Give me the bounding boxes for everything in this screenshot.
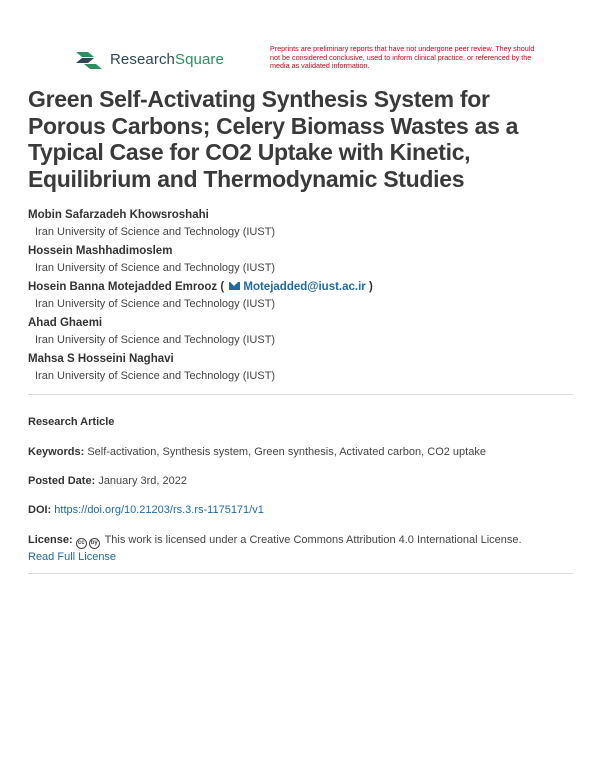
creative-commons-icon: cc (76, 538, 87, 549)
header (0, 0, 600, 80)
author-name: Mahsa S Hosseini Naghavi (28, 353, 174, 365)
license-label: License: (28, 534, 73, 546)
posted-date-label: Posted Date: (28, 475, 96, 487)
logo-text: ResearchSquare (110, 50, 224, 68)
author-name: Hossein Mashhadimoslem (28, 245, 173, 257)
keywords-label: Keywords: (28, 446, 85, 458)
author-entry (28, 315, 573, 349)
paper-title: Green Self-Activating Synthesis System for Porous Carbons; Celery Biomass Wastes as a Typical Case for CO2 Uptake with Kinetic, Equilibrium and Thermodynamic Studies (28, 86, 519, 192)
author-name: Hosein Banna Motejadded Emrooz (28, 281, 218, 293)
research-square-logo-icon (74, 48, 104, 70)
author-affiliation: Iran University of Science and Technology (IUST) (35, 226, 276, 238)
author-entry (28, 279, 573, 313)
author-entry (28, 351, 573, 385)
license-block (28, 532, 573, 565)
license-text: This work is licensed under a Creative Commons Attribution 4.0 International License. (104, 534, 522, 546)
doi-link[interactable]: https://doi.org/10.21203/rs.3.rs-1175171/v1 (54, 504, 264, 516)
keywords-value: Self-activation, Synthesis system, Green synthesis, Activated carbon, CO2 uptake (87, 446, 486, 458)
research-square-logo[interactable] (74, 48, 224, 70)
posted-date-line (28, 473, 573, 489)
section-divider (28, 573, 573, 574)
doi-line (28, 502, 573, 518)
author-entry (28, 207, 573, 241)
doi-label: DOI: (28, 504, 52, 516)
author-affiliation: Iran University of Science and Technology (IUST) (35, 370, 276, 382)
envelope-icon (229, 282, 240, 290)
attribution-icon: by (89, 538, 100, 549)
author-affiliation: Iran University of Science and Technology (IUST) (35, 262, 276, 274)
author-entry (28, 243, 573, 277)
article-type: Research Article (28, 416, 115, 428)
section-divider (28, 394, 573, 395)
keywords-line (28, 444, 573, 460)
preprint-disclaimer: Preprints are preliminary reports that have not undergone peer review. They should not be considered conclusive, used to inform clinical practice, or referenced by the media as validated information. (270, 44, 535, 71)
posted-date-value: January 3rd, 2022 (98, 475, 187, 487)
author-name: Ahad Ghaemi (28, 317, 103, 329)
read-full-license-link[interactable]: Read Full License (28, 551, 117, 563)
author-email-link[interactable]: Motejadded@iust.ac.ir (243, 281, 366, 293)
author-affiliation: Iran University of Science and Technology (IUST) (35, 298, 276, 310)
author-name-with-email: Hosein Banna Motejadded Emrooz ( Motejadded@iust.ac.ir ) (28, 281, 373, 293)
author-list (28, 207, 573, 387)
author-name: Mobin Safarzadeh Khowsroshahi (28, 209, 209, 221)
author-affiliation: Iran University of Science and Technology (IUST) (35, 334, 276, 346)
